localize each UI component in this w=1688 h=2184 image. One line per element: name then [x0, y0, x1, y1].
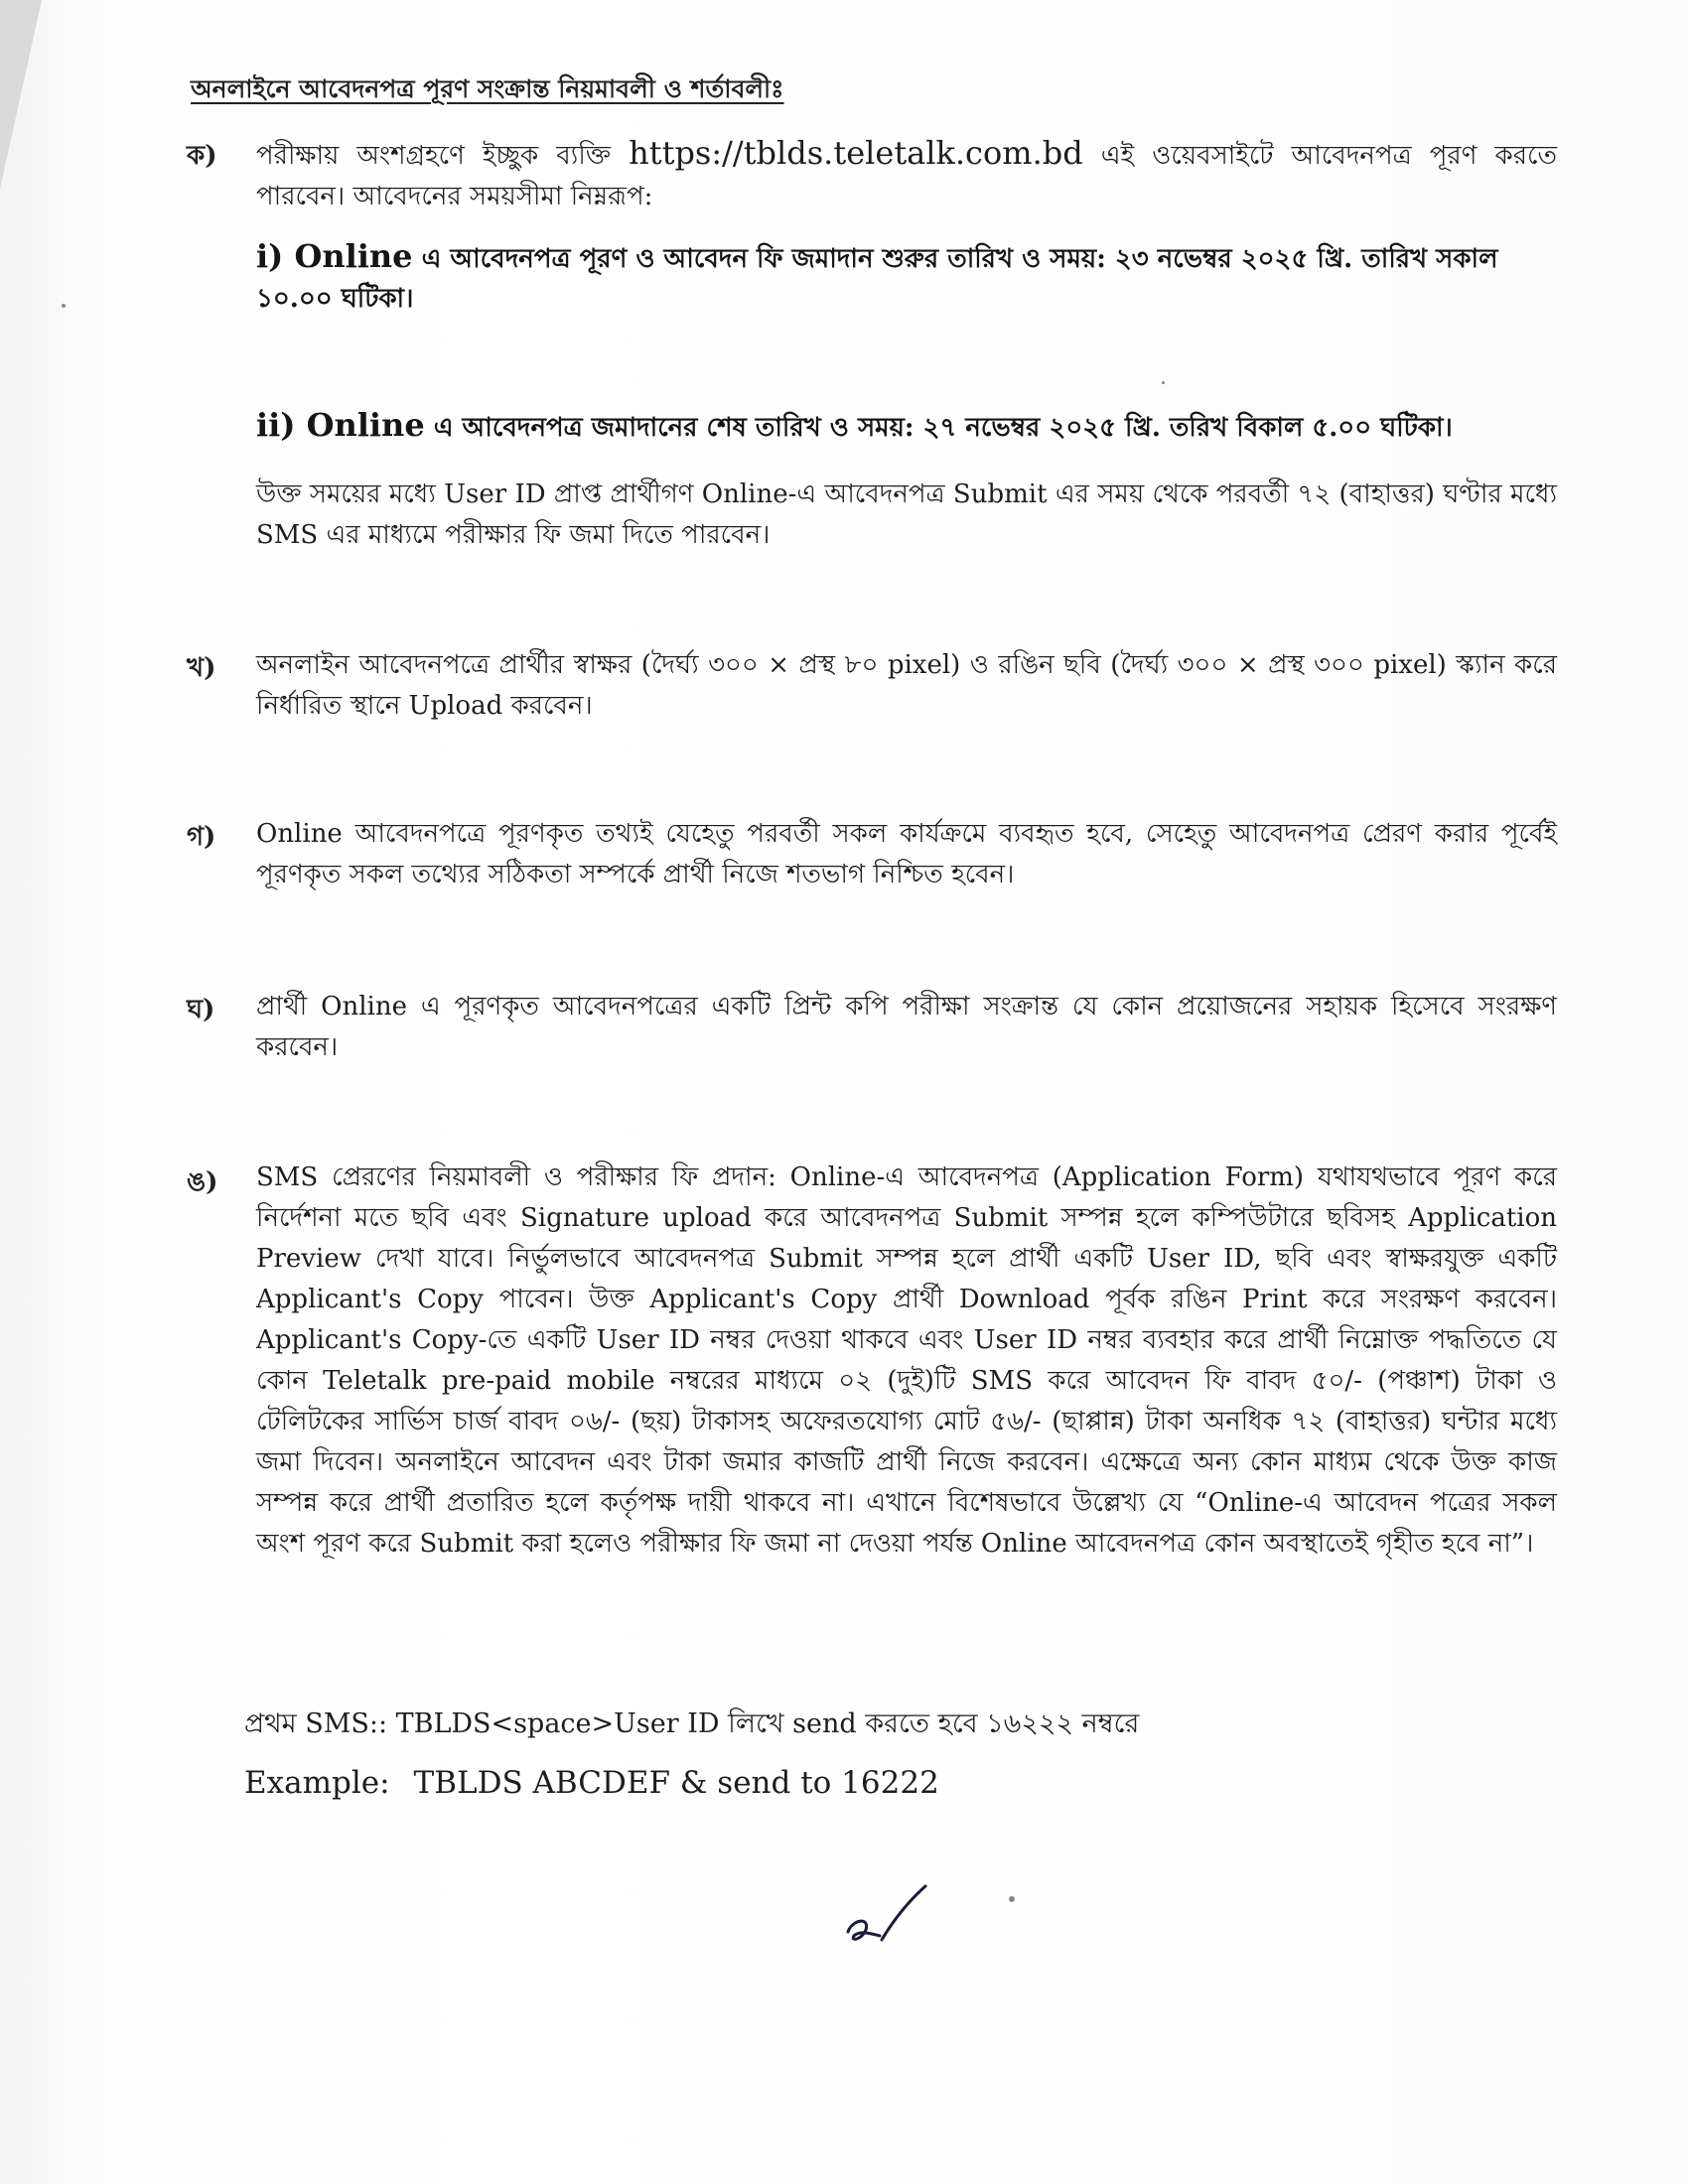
sub-ii-text: এ আবেদনপত্র জমাদানের শেষ তারিখ ও সময়: ২৭ নভেম্বর ২০২৫ খ্রি. তরিখ বিকাল ৫.০০ ঘটিকা।: [424, 413, 1453, 443]
sms-example: [244, 1765, 963, 1801]
page-heading: অনলাইনে আবেদনপত্র পূরণ সংক্রান্ত নিয়মাবলী ও শর্তাবলীঃ: [191, 74, 784, 103]
initials-signature: [842, 1880, 931, 1950]
end-date-line: [256, 405, 1557, 448]
sub-i-text: এ আবেদনপত্র পূরণ ও আবেদন ফি জমাদান শুরুর তারিখ ও সময়: ২৩ নভেম্বর ২০২৫ খ্রি. তারিখ সকাল ১০.০০ ঘটিকা।: [256, 244, 1498, 314]
intro-text-start: পরীক্ষায় অংশগ্রহণে ইচ্ছুক ব্যক্তি: [256, 141, 630, 171]
first-sms-instruction: প্রথম SMS:: TBLDS<space>User ID লিখে send করতে হবে ১৬২২২ নম্বরে: [244, 1708, 1140, 1739]
intro-text-end: এই ওয়েবসাইটে আবেদনপত্র পূরণ করতে পারবেন। আবেদনের সময়সীমা নিম্নরূপ:: [256, 141, 1557, 211]
website-url: https://tblds.teletalk.com.bd: [629, 134, 1083, 172]
start-date-line: [256, 236, 1557, 319]
scan-speck: [62, 304, 66, 308]
item-marker: ক): [187, 141, 217, 171]
example-text: TBLDS ABCDEF & send to 16222: [413, 1765, 939, 1801]
item-text: Online আবেদনপত্রে পূরণকৃত তথ্যই যেহেতু পরবর্তী সকল কার্যক্রমে ব্যবহৃত হবে, সেহেতু আবেদনপত্র প্রেরণ করার পূর্বেই পূরণকৃত সকল তথ্যের সঠিকতা সম্পর্কে প্রার্থী নিজে শতভাগ নিশ্চিত হবেন।: [256, 819, 1557, 889]
item-text: [256, 133, 1557, 217]
item-text: অনলাইন আবেদনপত্রে প্রার্থীর স্বাক্ষর (দৈর্ঘ্য ৩০০ × প্রস্থ ৮০ pixel) ও রঙিন ছবি (দৈর্ঘ্য ৩০০ × প্রস্থ ৩০০ pixel) স্ক্যান করে নির্ধারিত স্থানে Upload করবেন।: [256, 650, 1557, 721]
item-marker: গ): [187, 822, 216, 852]
sub-ii-label: ii) Online: [256, 406, 425, 444]
sub-i-label: i) Online: [256, 237, 413, 275]
item-text: প্রার্থী Online এ পূরণকৃত আবেদনপত্রের একটি প্রিন্ট কপি পরীক্ষা সংক্রান্ত যে কোন প্রয়োজনের সহায়ক হিসেবে সংরক্ষণ করবেন।: [256, 992, 1557, 1062]
item-marker: ঘ): [187, 995, 215, 1024]
scan-speck: [1162, 381, 1165, 384]
payment-window-note: উক্ত সময়ের মধ্যে User ID প্রাপ্ত প্রার্থীগণ Online-এ আবেদনপত্র Submit এর সময় থেকে পরবর্তী ৭২ (বাহাত্তর) ঘণ্টার মধ্যে SMS এর মাধ্যমে পরীক্ষার ফি জমা দিতে পারবেন।: [256, 479, 1557, 550]
example-label: Example:: [244, 1765, 390, 1801]
scan-speck: [1009, 1896, 1015, 1902]
item-text: SMS প্রেরণের নিয়মাবলী ও পরীক্ষার ফি প্রদান: Online-এ আবেদনপত্র (Application Form) যথাযথভাবে পূরণ করে নির্দেশনা মতে ছবি এবং Signature upload করে আবেদনপত্র Submit সম্পন্ন হলে কম্পিউটারে ছবিসহ Application Preview দেখা যাবে। নির্ভুলভাবে আবেদনপত্র Submit সম্পন্ন হলে প্রার্থী একটি User ID, ছবি এবং স্বাক্ষরযুক্ত একটি Applicant's Copy পাবেন। উক্ত Applicant's Copy প্রার্থী Download পূর্বক রঙিন Print করে সংরক্ষণ করবেন। Applicant's Copy-তে একটি User ID নম্বর দেওয়া থাকবে এবং User ID নম্বর ব্যবহার করে প্রার্থী নিম্নোক্ত পদ্ধতিতে যে কোন Teletalk pre-paid mobile নম্বরের মাধ্যমে ০২ (দুই)টি SMS করে আবেদন ফি বাবদ ৫০/- (পঞ্চাশ) টাকা ও টেলিটকের সার্ভিস চার্জ বাবদ ০৬/- (ছয়) টাকাসহ অফেরতযোগ্য মোট ৫৬/- (ছাপ্পান্ন) টাকা অনধিক ৭২ (বাহাত্তর) ঘন্টার মধ্যে জমা দিবেন। অনলাইনে আবেদন এবং টাকা জমার কাজটি প্রার্থী নিজে করবেন। এক্ষেত্রে অন্য কোন মাধ্যম থেকে উক্ত কাজ সম্পন্ন করে প্রার্থী প্রতারিত হলে কর্তৃপক্ষ দায়ী থাকবে না। এখানে বিশেষভাবে উল্লেখ্য যে “Online-এ আবেদন পত্রের সকল অংশ পূরণ করে Submit করা হলেও পরীক্ষার ফি জমা না দেওয়া পর্যন্ত Online আবেদনপত্র কোন অবস্থাতেই গৃহীত হবে না”।: [256, 1162, 1557, 1559]
item-marker: খ): [187, 653, 216, 683]
item-marker: ঙ): [187, 1167, 218, 1197]
